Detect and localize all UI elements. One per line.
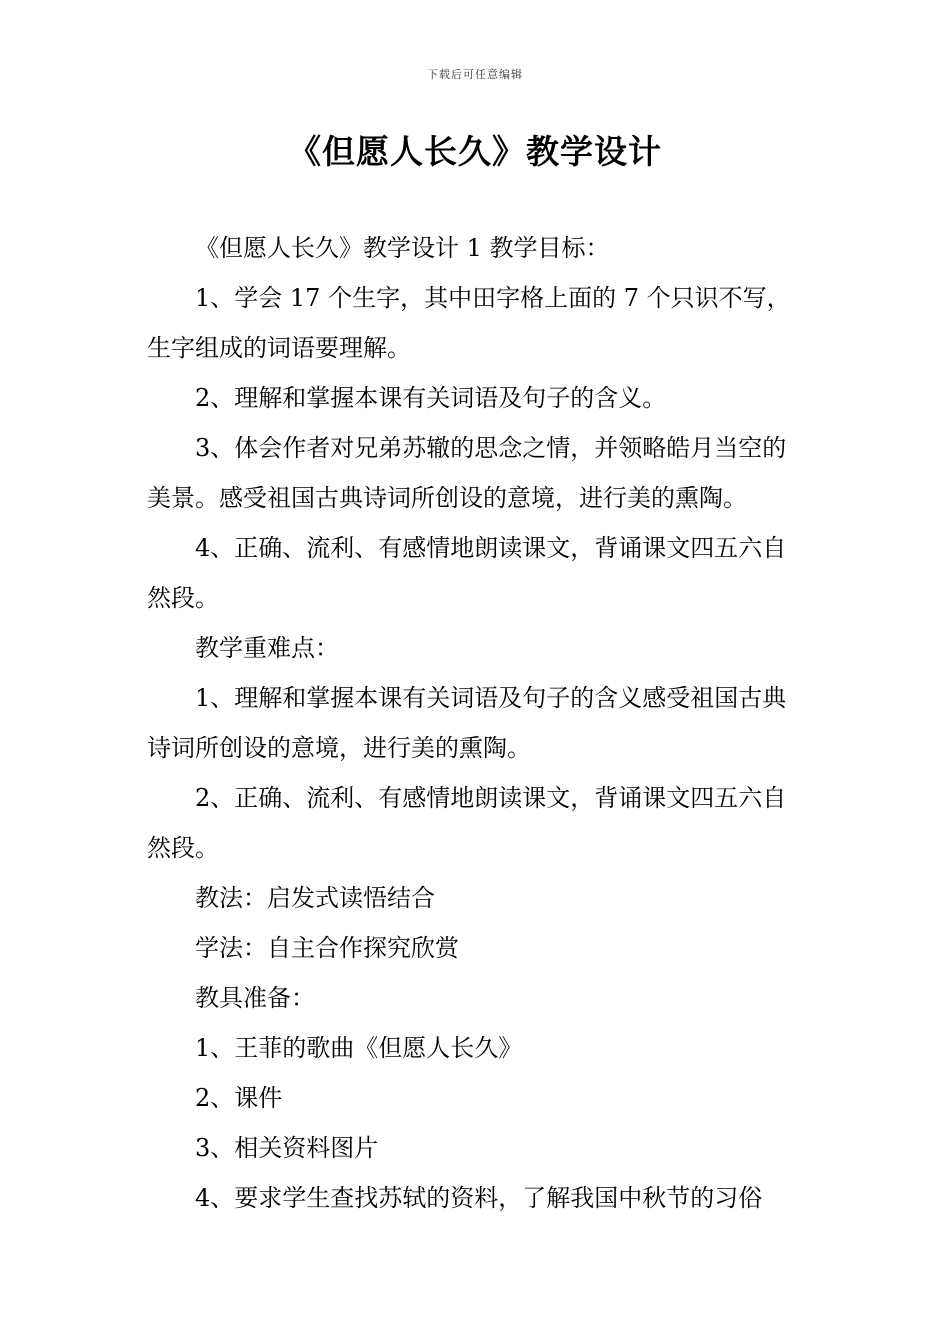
header-note: 下载后可任意编辑 (427, 68, 523, 81)
paragraph-material-2: 2、课件 (195, 1084, 283, 1112)
paragraph-key-points-heading: 教学重难点： (195, 634, 339, 662)
paragraph-teaching-method: 教法：启发式读悟结合 (195, 884, 435, 912)
paragraph-objective-2: 2、理解和掌握本课有关词语及句子的含义。 (195, 384, 667, 412)
paragraph-key-point-2: 2、正确、流利、有感情地朗读课文，背诵课文四五六自然段。 (147, 784, 787, 862)
paragraph-objective-1: 1、学会 17 个生字，其中田字格上面的 7 个只识不写，生字组成的词语要理解。 (147, 284, 791, 362)
paragraph-objectives-heading: 《但愿人长久》教学设计 1 教学目标： (195, 234, 610, 262)
paragraph-objective-3: 3、体会作者对兄弟苏辙的思念之情，并领略皓月当空的美景。感受祖国古典诗词所创设的意境，进行美的熏陶。 (147, 434, 787, 512)
paragraph-learning-method: 学法：自主合作探究欣赏 (195, 934, 459, 962)
paragraph-key-point-1: 1、理解和掌握本课有关词语及句子的含义感受祖国古典诗词所创设的意境，进行美的熏陶。 (147, 684, 787, 762)
paragraph-material-1: 1、王菲的歌曲《但愿人长久》 (195, 1034, 523, 1062)
paragraph-material-3: 3、相关资料图片 (195, 1134, 379, 1162)
paragraph-materials-heading: 教具准备： (195, 984, 315, 1012)
document-body (147, 223, 807, 1223)
document-title: 《但愿人长久》教学设计 (288, 132, 662, 171)
paragraph-objective-4: 4、正确、流利、有感情地朗读课文，背诵课文四五六自然段。 (147, 534, 787, 612)
paragraph-material-4: 4、要求学生查找苏轼的资料，了解我国中秋节的习俗 (195, 1184, 763, 1212)
